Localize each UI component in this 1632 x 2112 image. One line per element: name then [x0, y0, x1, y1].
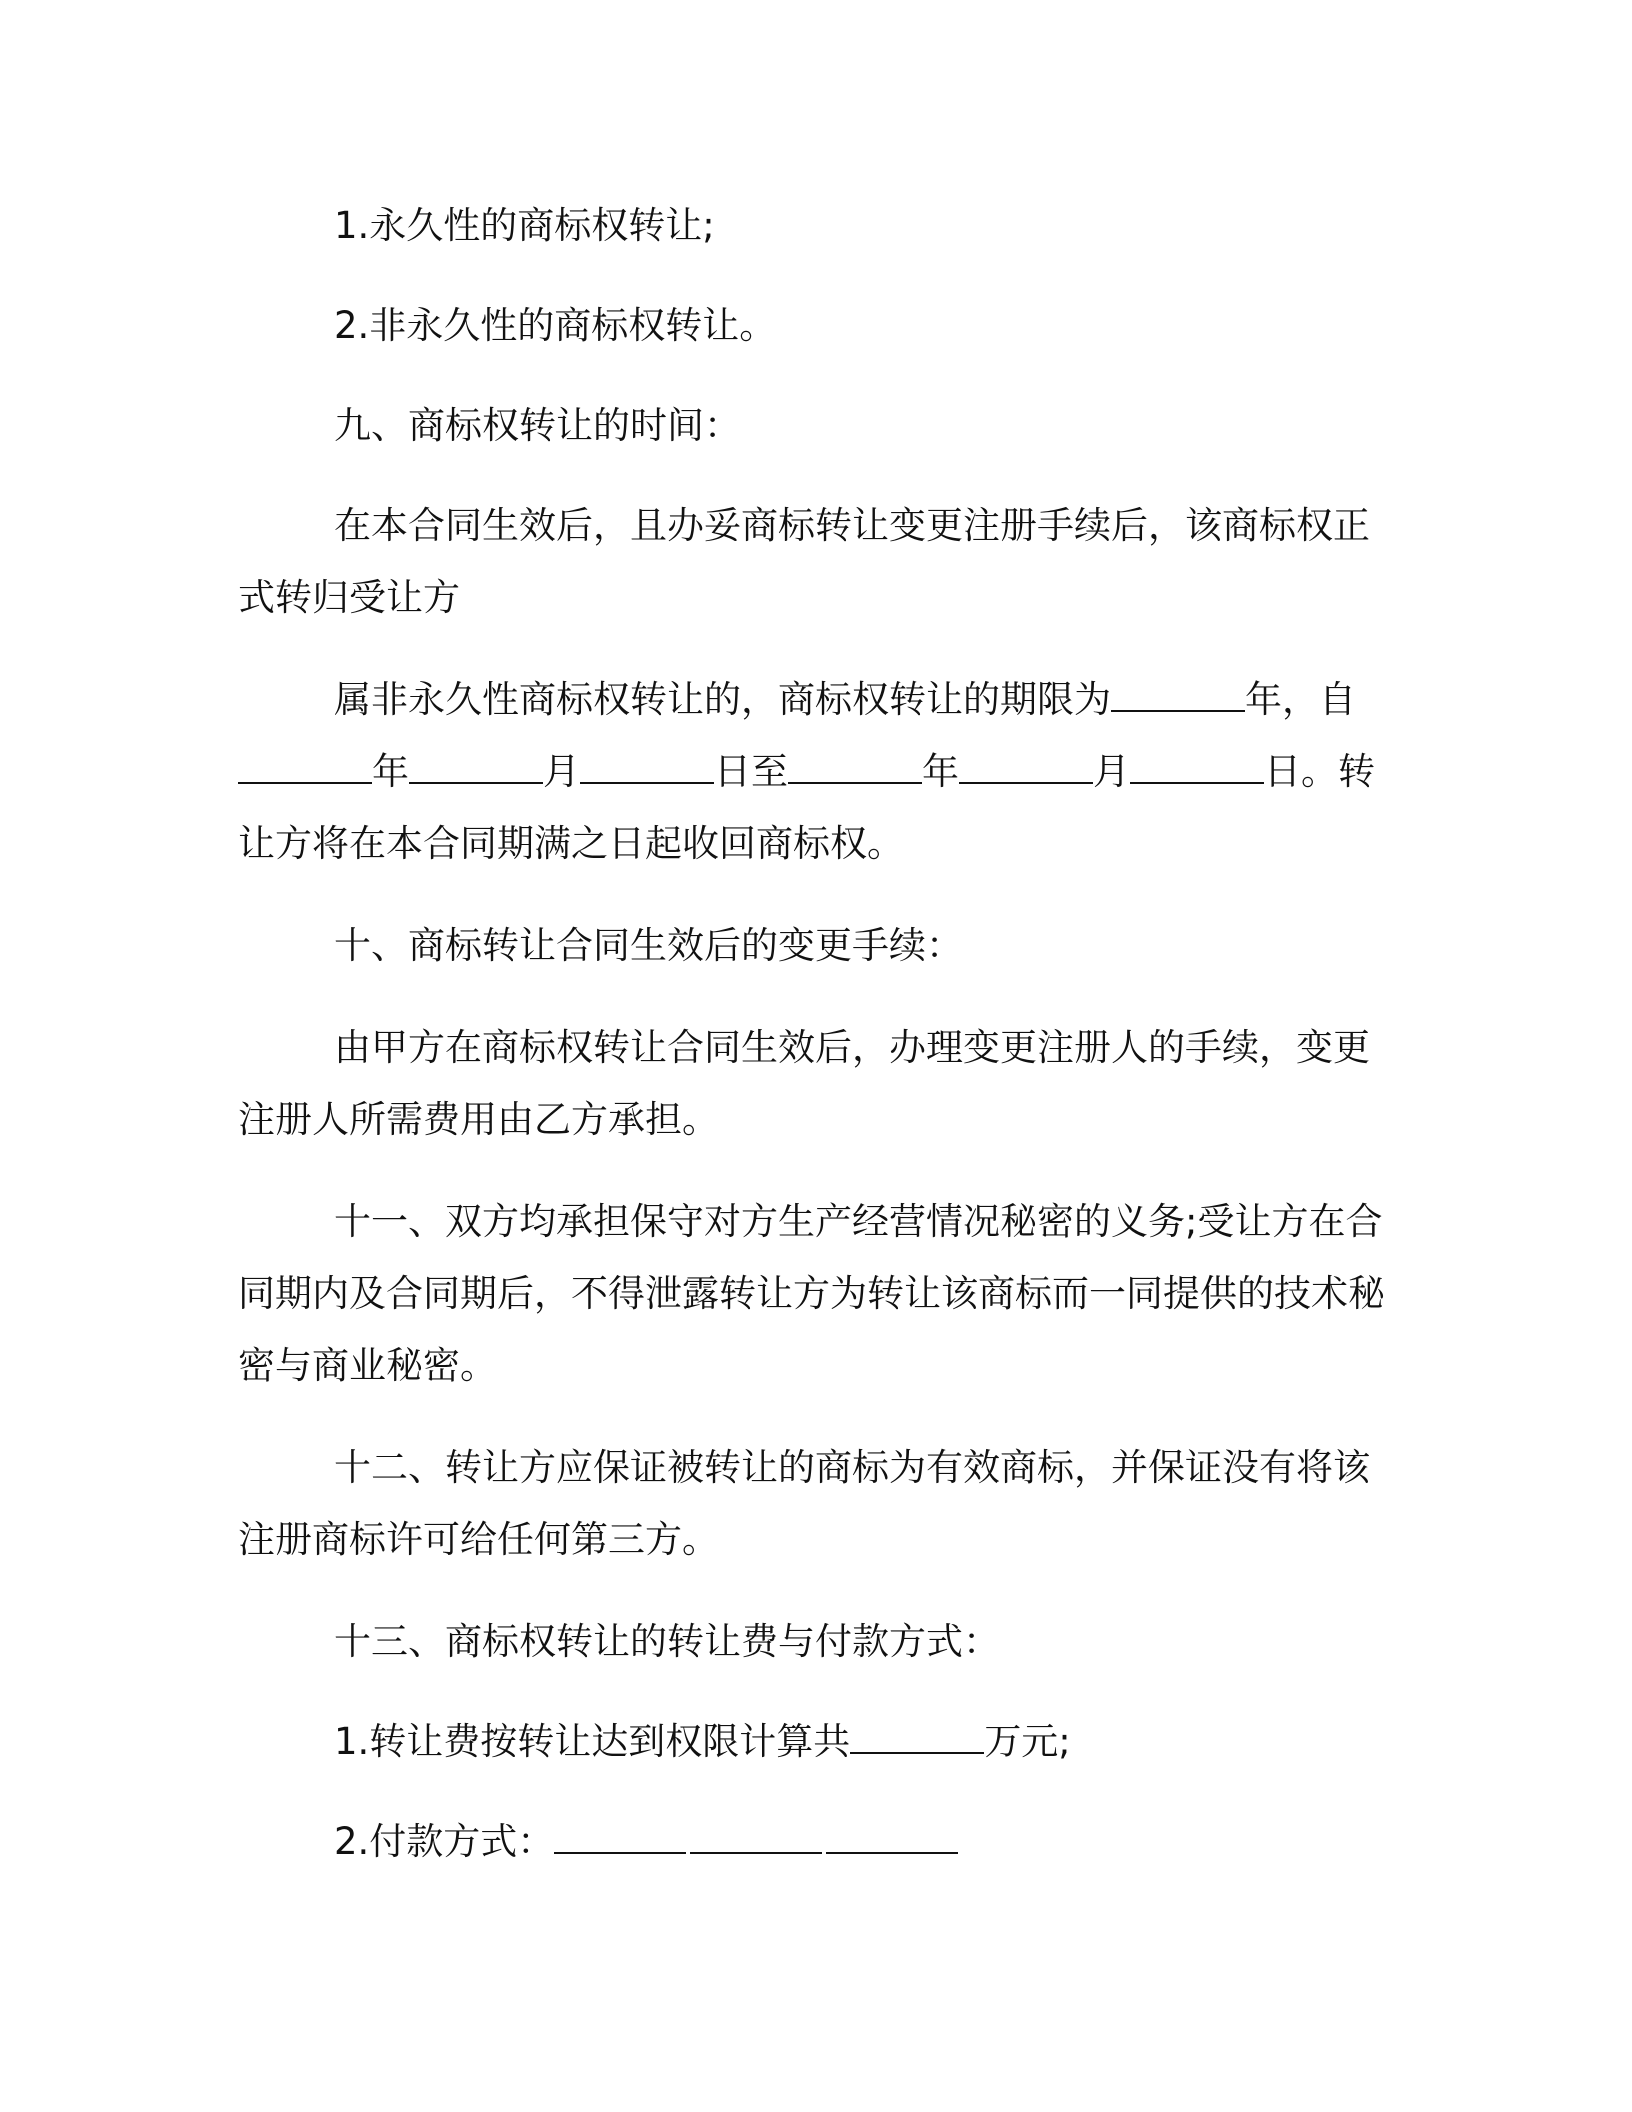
term-text-6: 年 [922, 750, 959, 793]
term-text-1: 属非永久性商标权转让的，商标权转让的期限为 [334, 678, 1111, 721]
clause-13-fee [238, 1706, 1388, 1778]
clause-8-item-2: 2.非永久性的商标权转让。 [334, 304, 777, 347]
clause-13-heading: 十三、商标权转让的转让费与付款方式： [334, 1620, 1000, 1663]
document-page [238, 190, 1388, 1878]
term-text-3: 年 [372, 750, 409, 793]
payment-blank-2[interactable] [690, 1848, 822, 1854]
end-day-blank[interactable] [1130, 778, 1264, 784]
clause-11: 十一、双方均承担保守对方生产经营情况秘密的义务;受让方在合同期内及合同期后，不得泄露转让方为转让该商标而一同提供的技术秘密与商业秘密。 [238, 1200, 1385, 1387]
end-month-blank[interactable] [959, 778, 1093, 784]
clause-9-heading: 九、商标权转让的时间： [334, 404, 741, 447]
start-month-blank[interactable] [409, 778, 543, 784]
clause-9-term [238, 664, 1388, 880]
clause-12: 十二、转让方应保证被转让的商标为有效商标，并保证没有将该注册商标许可给任何第三方。 [238, 1446, 1370, 1561]
end-year-blank[interactable] [788, 778, 922, 784]
clause-10-body: 由甲方在商标权转让合同生效后，办理变更注册人的手续，变更注册人所需费用由乙方承担。 [238, 1026, 1370, 1141]
payment-blank-3[interactable] [826, 1848, 958, 1854]
start-year-blank[interactable] [238, 778, 372, 784]
term-text-4: 月 [543, 750, 580, 793]
payment-blank-1[interactable] [554, 1848, 686, 1854]
fee-text-2: 万元; [984, 1720, 1071, 1763]
clause-9-body: 在本合同生效后，且办妥商标转让变更注册手续后，该商标权正式转归受让方 [238, 504, 1370, 619]
term-text-7: 月 [1093, 750, 1130, 793]
payment-text-1: 2.付款方式： [334, 1820, 555, 1863]
term-text-8: 日。转让方将在本合同期满之日起收回商标权。 [238, 750, 1375, 865]
clause-13-payment [238, 1806, 1388, 1878]
term-years-blank[interactable] [1111, 706, 1245, 712]
fee-amount-blank[interactable] [850, 1748, 984, 1754]
term-text-2: 年，自 [1245, 678, 1356, 721]
fee-text-1: 1.转让费按转让达到权限计算共 [334, 1720, 851, 1763]
start-day-blank[interactable] [580, 778, 714, 784]
term-text-5: 日至 [714, 750, 788, 793]
clause-8-item-1: 1.永久性的商标权转让; [334, 204, 715, 247]
clause-10-heading: 十、商标转让合同生效后的变更手续： [334, 924, 963, 967]
